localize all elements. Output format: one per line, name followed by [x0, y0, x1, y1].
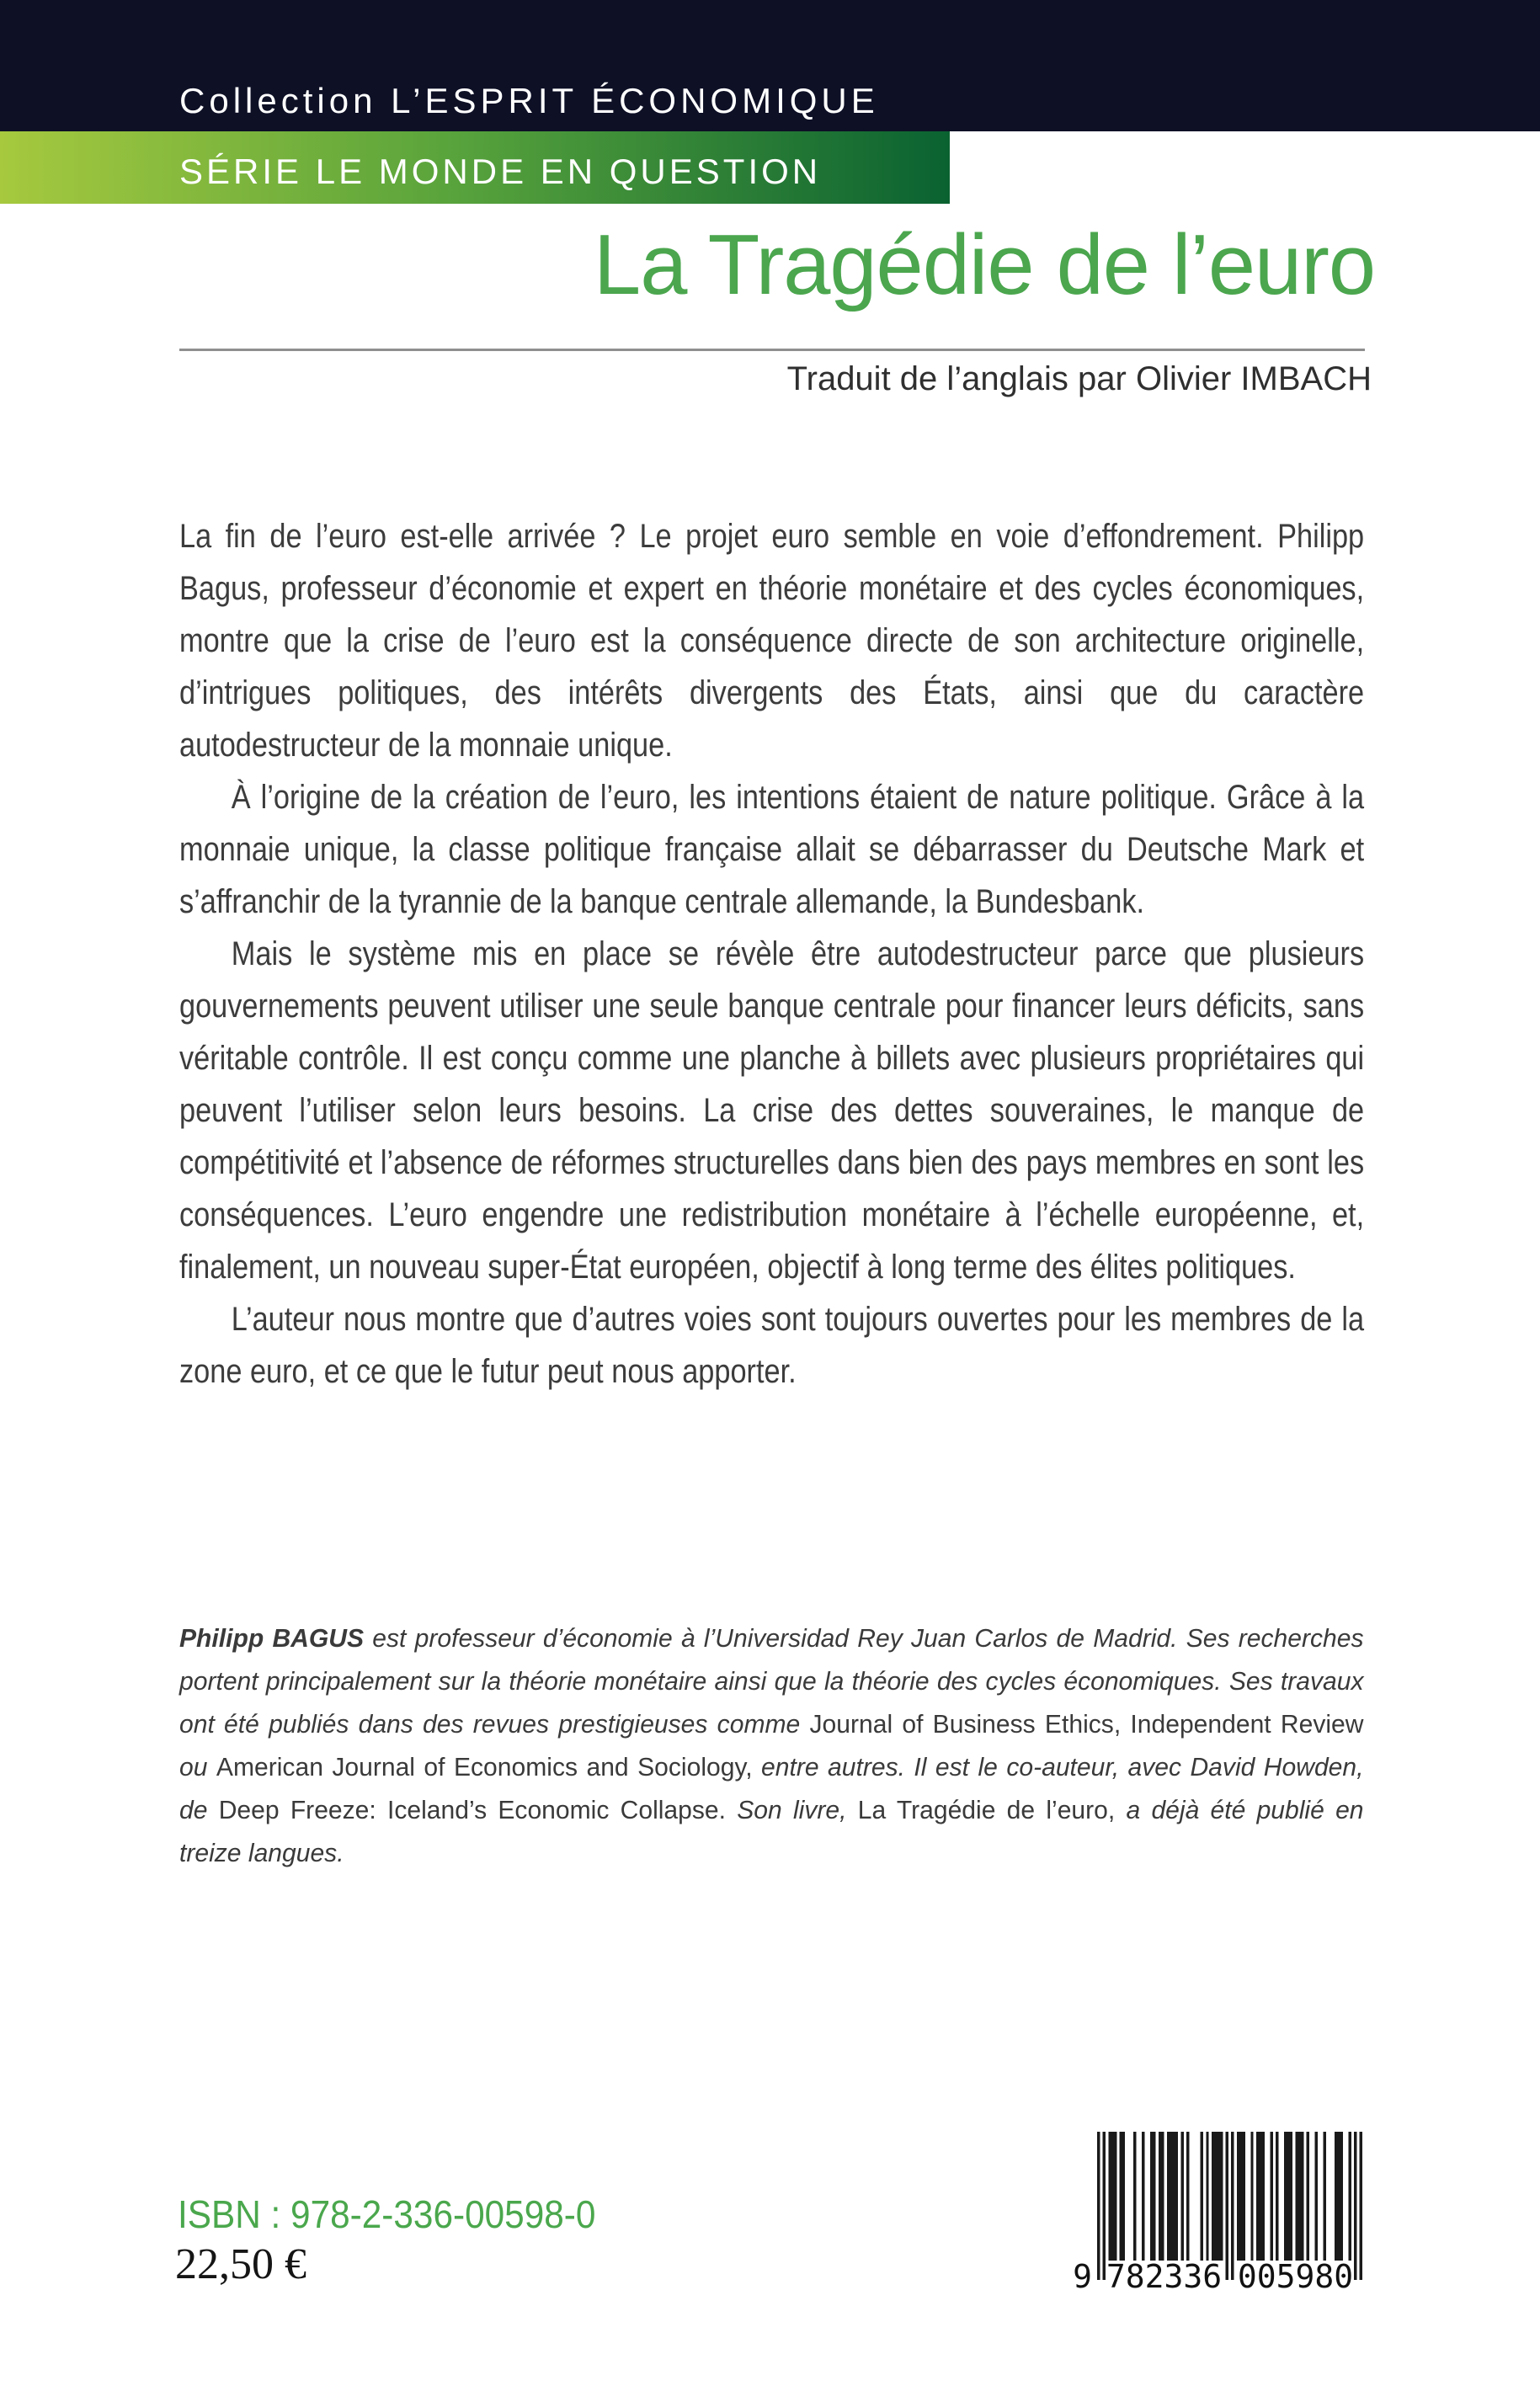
collection-label: Collection L’ESPRIT ÉCONOMIQUE [179, 81, 879, 120]
barcode [1073, 2132, 1362, 2295]
series-label: SÉRIE LE MONDE EN QUESTION [179, 152, 822, 191]
synopsis-paragraph-4: L’auteur nous montre que d’autres voies sont toujours ouvertes pour les membres de la zone euro, et ce que le futur peut nous apporter. [179, 1301, 1365, 1390]
book-title: La Tragédie de l’euro [594, 218, 1375, 312]
author-bio-segment [1121, 1709, 1130, 1739]
author-bio-segment: Son livre, [726, 1795, 858, 1824]
author-bio-segment: Independent Review [1130, 1709, 1364, 1739]
author-bio-segment: entre autres. Il est le co-auteur, avec David Howden, de [179, 1752, 1364, 1824]
title-divider [179, 349, 1365, 351]
synopsis [179, 510, 1364, 1398]
synopsis-paragraph-3: Mais le système mis en place se révèle être autodestructeur parce que plusieurs gouvernements peuvent utiliser une seule banque centrale pour financer leurs déficits, sans véritable contrôle. Il est conçu comme une planche à billets avec plusieurs propriétaires qui peuvent l’utiliser selon leurs besoins. La crise des dettes souveraines, le manque de compétitivité et l’absence de réformes structurelles dans bien des pays membres en sont les conséquences. L’euro engendre une redistribution monétaire à l’échelle européenne, et, finalement, un nouveau super-État européen, objectif à long terme des élites politiques. [179, 935, 1365, 1286]
translation-credit: Traduit de l’anglais par Olivier IMBACH [786, 360, 1372, 397]
author-bio [179, 1616, 1364, 1874]
barcode-digits-left: 782336 [1106, 2258, 1223, 2295]
price-label: 22,50 € [175, 2240, 306, 2288]
isbn-label: ISBN : 978-2-336-00598-0 [178, 2192, 596, 2236]
series-band [0, 131, 950, 204]
author-bio-segment: Deep Freeze: Iceland’s Economic Collapse. [218, 1795, 727, 1824]
author-bio-segment: ou [179, 1752, 216, 1782]
synopsis-paragraph-2: À l’origine de la création de l’euro, les intentions étaient de nature politique. Grâce à la monnaie unique, la classe politique française allait se débarrasser du Deutsche Mark et s’affranchir de la tyrannie de la banque centrale allemande, la Bundesbank. [179, 779, 1365, 920]
author-bio-segment: American Journal of Economics and Sociology, [216, 1752, 753, 1782]
author-bio-segment: Journal of Business Ethics, [809, 1709, 1122, 1739]
author-bio-segment: a déjà été publié en treize langues. [179, 1795, 1364, 1867]
barcode-digit-leading: 9 [1073, 2258, 1092, 2295]
author-bio-segment: Philipp BAGUS [179, 1623, 365, 1653]
author-bio-segment: La Tragédie de l’euro, [857, 1795, 1116, 1824]
collection-band [0, 0, 1540, 131]
barcode-digits-right: 005980 [1237, 2258, 1354, 2295]
synopsis-paragraph-1: La fin de l’euro est-elle arrivée ? Le projet euro semble en voie d’effondrement. Philipp Bagus, professeur d’économie et expert en théorie monétaire et des cycles économiques, montre que la crise de l’euro est la conséquence directe de son architecture originelle, d’intrigues politiques, des intérêts divergents des États, ainsi que du caractère autodestructeur de la monnaie unique. [179, 518, 1365, 764]
author-bio-segment: est professeur d’économie à l’Universidad Rey Juan Carlos de Madrid. Ses recherches portent principalement sur la théorie monétaire ainsi que la théorie des cycles économiques. Ses travaux ont été publiés dans des revues prestigieuses comme [179, 1623, 1364, 1739]
